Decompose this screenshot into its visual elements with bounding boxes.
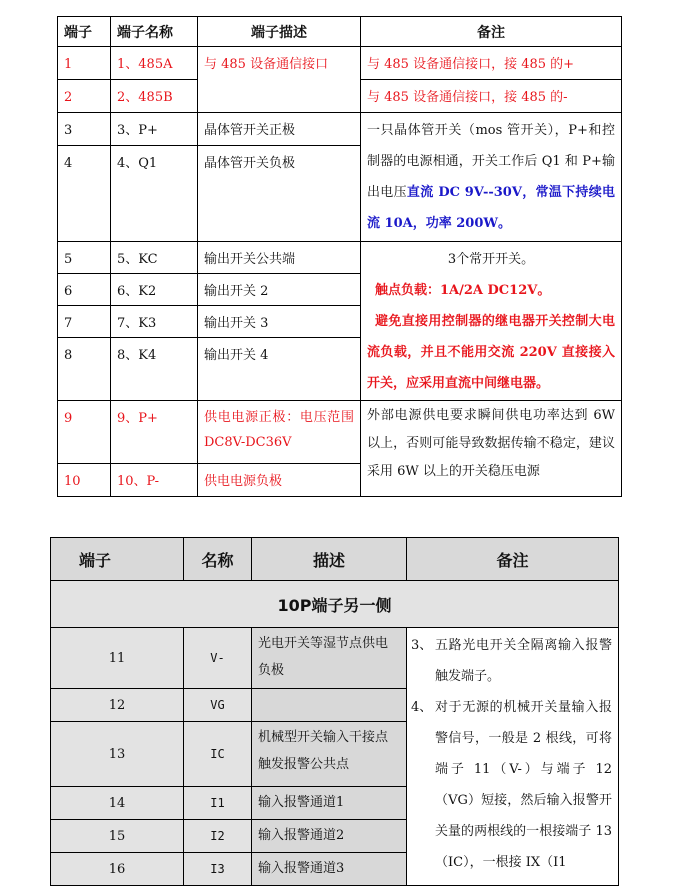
note-relay-line3: 避免直接用控制器的继电器开关控制大电流负载，并且不能用交流 220V 直接接入开关，应采用直流中间继电器。 (367, 314, 615, 391)
header-name: 名称 (184, 538, 252, 581)
terminal-cell: 13 (51, 722, 184, 787)
header-desc: 描述 (252, 538, 407, 581)
note-item-number: 4、 (411, 700, 433, 715)
table1-header-row (58, 17, 622, 47)
name-cell: I1 (184, 787, 252, 820)
note-transistor-plain: 一只晶体管开关（mos 管开关），P+和控制器的电源相通，开关工作后 Q1 和 P+输出电压 (367, 123, 615, 200)
note-cell: 与 485 设备通信接口，接 485 的- (361, 80, 622, 113)
desc-cell (252, 689, 407, 722)
note-item-text: 对于无源的机械开关量输入报警信号，一般是 2 根线，可将端子 11（V-）与端子 12（VG）短接，然后输入报警开关量的两根线的一根接端子 13（IC），一根接 IX（I1 (435, 700, 612, 870)
desc-cell: 供电电源负极 (198, 464, 361, 497)
table-row (58, 47, 622, 80)
desc-cell: 晶体管开关负极 (198, 146, 361, 242)
table-row (58, 401, 622, 464)
name-cell: 2、485B (111, 80, 198, 113)
note-item (411, 630, 612, 692)
terminal-cell: 5 (58, 242, 111, 274)
desc-cell: 晶体管开关正极 (198, 113, 361, 146)
note-transistor-emph: 直流 DC 9V--30V，常温下持续电流 10A，功率 200W。 (367, 185, 615, 231)
name-cell: 8、K4 (111, 338, 198, 401)
name-cell: 5、KC (111, 242, 198, 274)
desc-cell: 供电电源正极：电压范围 DC8V-DC36V (198, 401, 361, 464)
note-relay-line2: 触点负载：1A/2A DC12V。 (375, 283, 551, 298)
terminal-cell: 10 (58, 464, 111, 497)
terminal-cell: 8 (58, 338, 111, 401)
name-cell: IC (184, 722, 252, 787)
terminal-cell: 11 (51, 628, 184, 689)
terminal-cell: 1 (58, 47, 111, 80)
section-title: 10P端子另一侧 (51, 581, 619, 628)
note-item (411, 692, 612, 878)
header-note: 备注 (407, 538, 619, 581)
name-cell: 7、K3 (111, 306, 198, 338)
name-cell: VG (184, 689, 252, 722)
desc-cell: 输出开关 4 (198, 338, 361, 401)
name-cell: 9、P+ (111, 401, 198, 464)
table-row (58, 242, 622, 274)
table2-header-row (51, 538, 619, 581)
header-note: 备注 (361, 17, 622, 47)
note-relay-cell (361, 242, 622, 401)
terminal-cell: 3 (58, 113, 111, 146)
table-row (51, 628, 619, 689)
name-cell: I2 (184, 820, 252, 853)
note-item-text: 五路光电开关全隔离输入报警触发端子。 (435, 638, 612, 684)
note-transistor-cell (361, 113, 622, 242)
terminal-table-2 (50, 537, 619, 886)
section-row (51, 581, 619, 628)
desc-cell: 机械型开关输入干接点触发报警公共点 (252, 722, 407, 787)
terminal-cell: 16 (51, 853, 184, 886)
terminal-cell: 12 (51, 689, 184, 722)
header-terminal: 端子 (51, 538, 184, 581)
header-desc: 端子描述 (198, 17, 361, 47)
desc-cell: 光电开关等湿节点供电负极 (252, 628, 407, 689)
name-cell: 10、P- (111, 464, 198, 497)
note-power-cell: 外部电源供电要求瞬间供电功率达到 6W 以上，否则可能导致数据传输不稳定，建议采用 6W 以上的开关稳压电源 (361, 401, 622, 497)
name-cell: V- (184, 628, 252, 689)
name-cell: 4、Q1 (111, 146, 198, 242)
desc-cell: 输出开关公共端 (198, 242, 361, 274)
terminal-cell: 9 (58, 401, 111, 464)
desc-cell: 输入报警通道1 (252, 787, 407, 820)
terminal-cell: 2 (58, 80, 111, 113)
desc-cell: 输出开关 3 (198, 306, 361, 338)
name-cell: 1、485A (111, 47, 198, 80)
terminal-table-1 (57, 16, 622, 497)
desc-cell: 输出开关 2 (198, 274, 361, 306)
desc-cell: 与 485 设备通信接口 (198, 47, 361, 113)
terminal-cell: 15 (51, 820, 184, 853)
note-relay-line1: 3个常开开关。 (447, 252, 535, 267)
terminal-cell: 6 (58, 274, 111, 306)
name-cell: 6、K2 (111, 274, 198, 306)
terminal-cell: 4 (58, 146, 111, 242)
header-terminal: 端子 (58, 17, 111, 47)
name-cell: I3 (184, 853, 252, 886)
header-name: 端子名称 (111, 17, 198, 47)
desc-cell: 输入报警通道2 (252, 820, 407, 853)
note-item-number: 3、 (411, 638, 433, 653)
note-cell (407, 628, 619, 886)
name-cell: 3、P+ (111, 113, 198, 146)
note-cell: 与 485 设备通信接口，接 485 的+ (361, 47, 622, 80)
terminal-cell: 14 (51, 787, 184, 820)
desc-cell: 输入报警通道3 (252, 853, 407, 886)
table-row (58, 113, 622, 146)
terminal-cell: 7 (58, 306, 111, 338)
